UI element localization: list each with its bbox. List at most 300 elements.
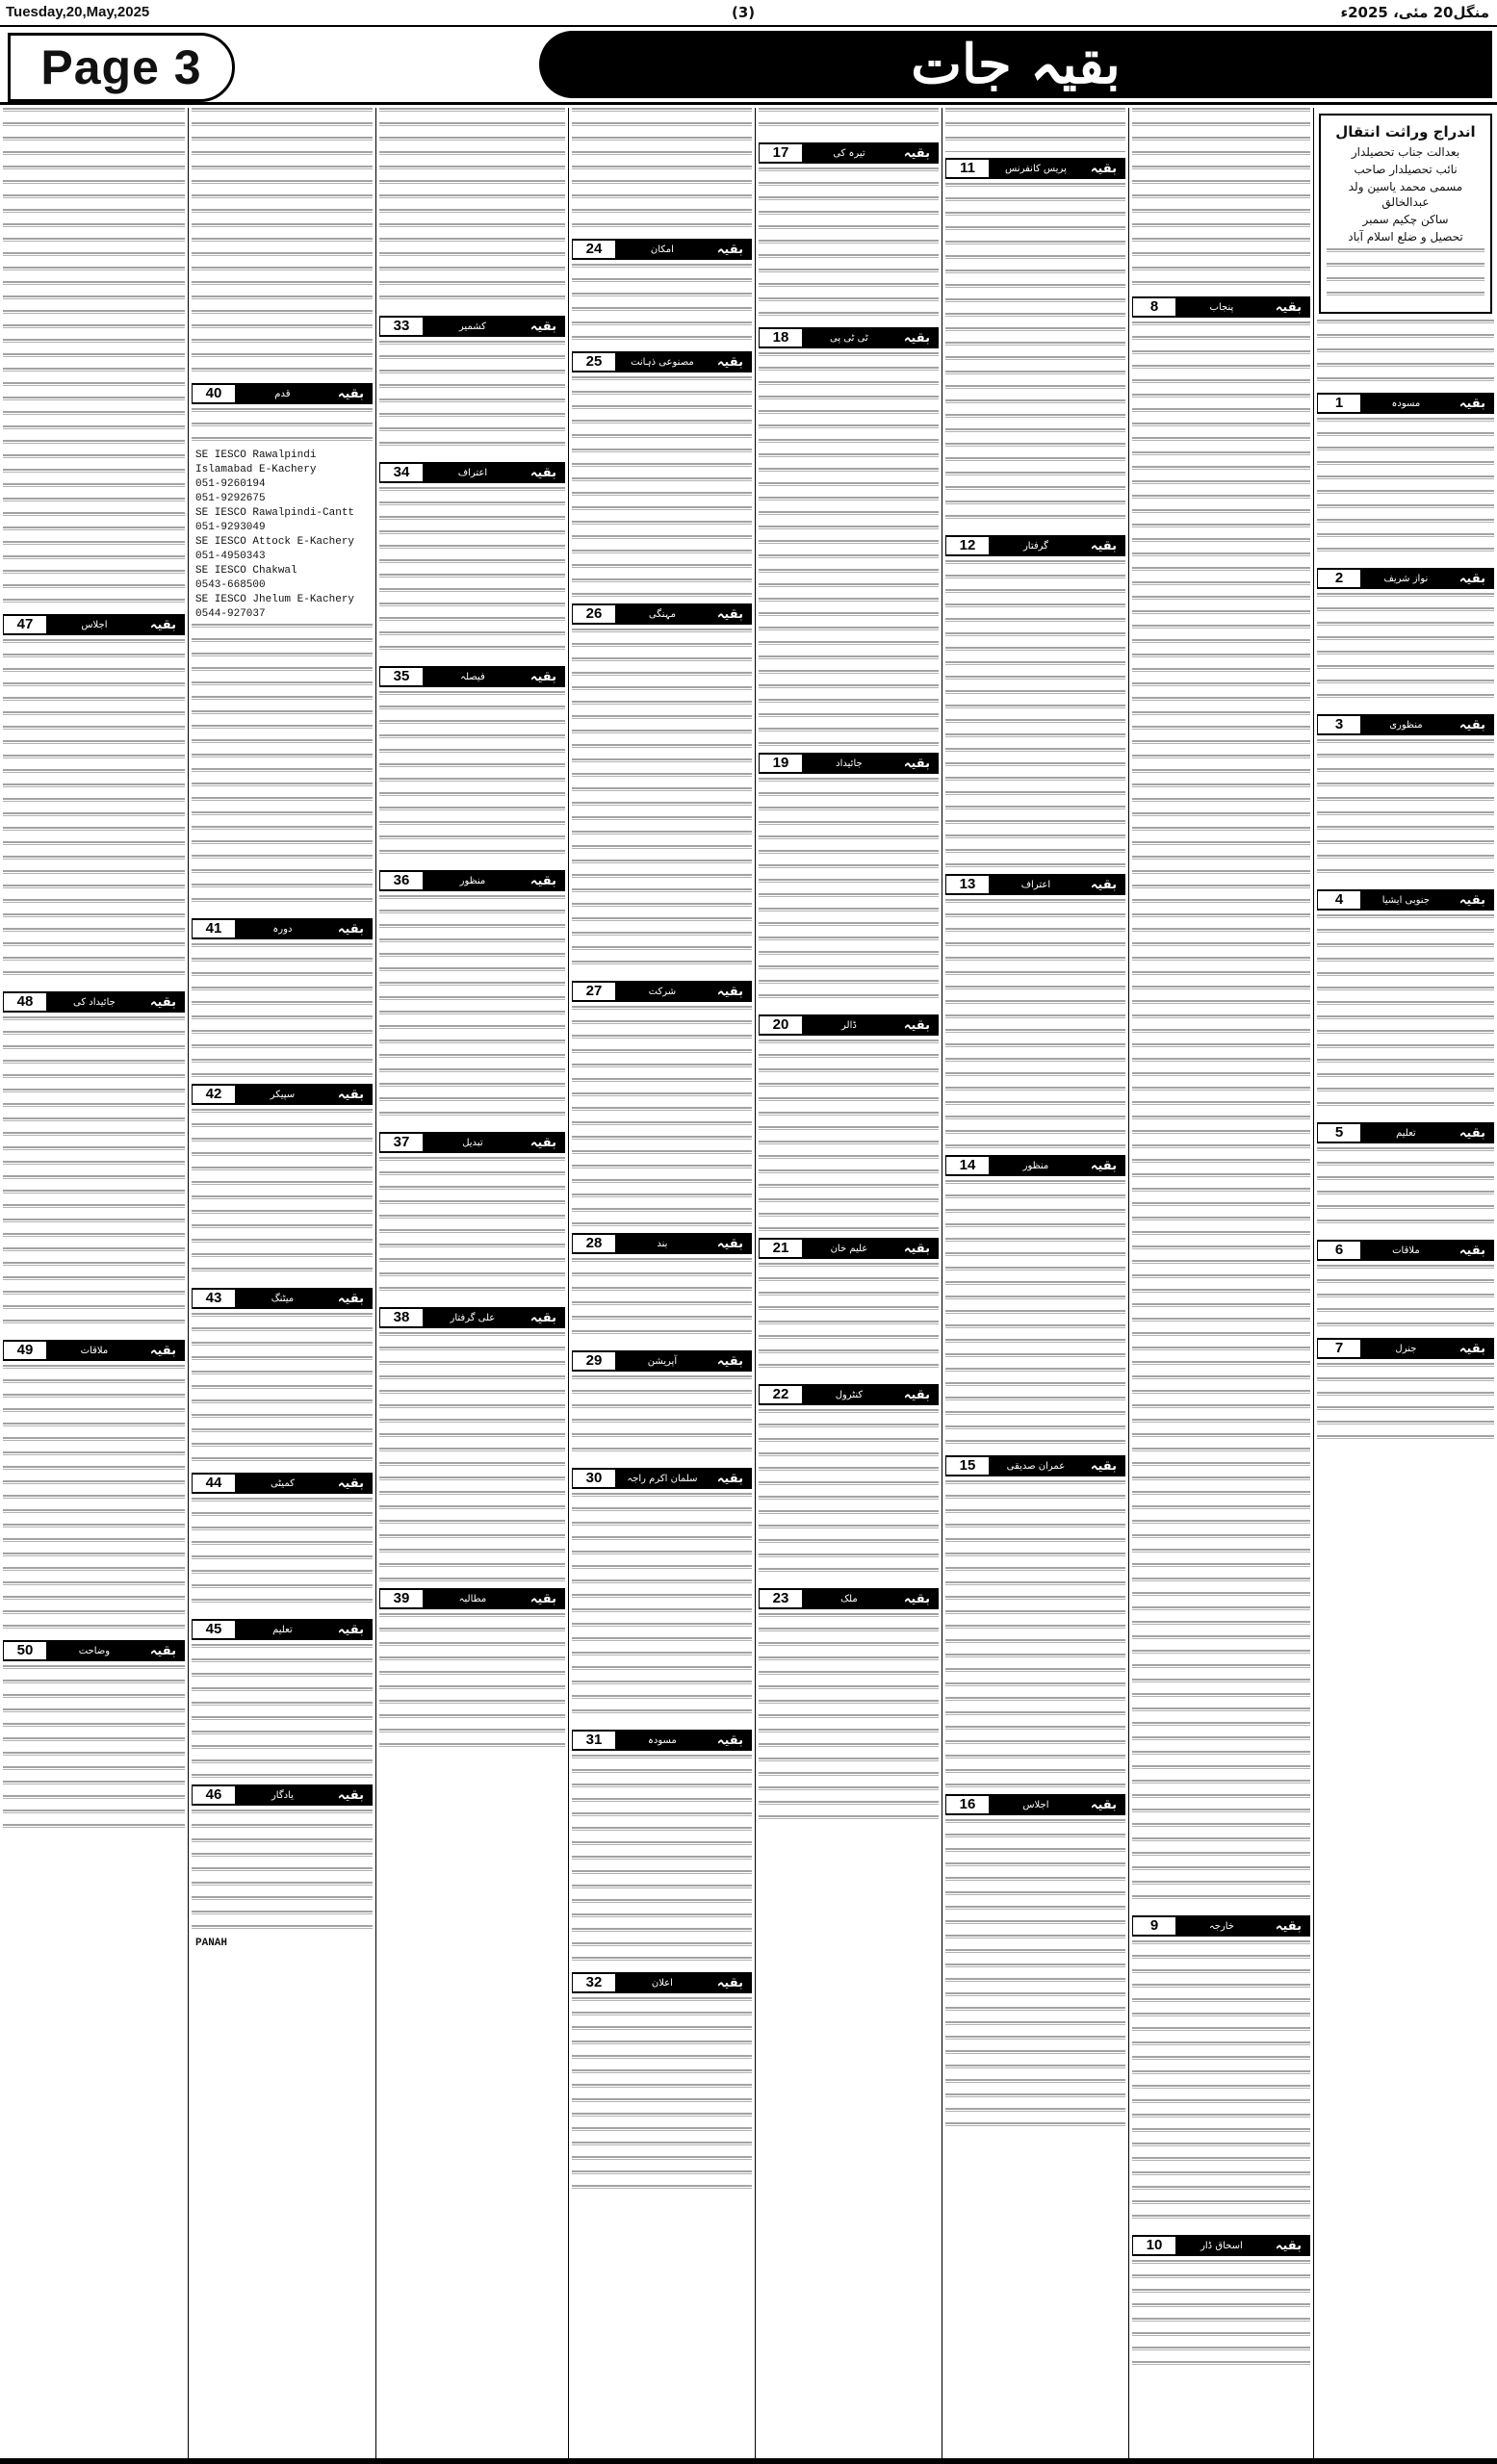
continuation-text bbox=[192, 1644, 373, 1779]
continuation-topic: پریس کانفرنس bbox=[1005, 163, 1067, 174]
continuation-heading bbox=[379, 1307, 565, 1328]
continuation-heading bbox=[945, 535, 1125, 556]
continuation-heading bbox=[759, 1238, 939, 1259]
continuation-topic: ملاقات bbox=[1392, 1245, 1420, 1256]
continuation-heading bbox=[379, 1132, 565, 1153]
article-text bbox=[3, 108, 185, 608]
continuation-topic: اسحاق ڈار bbox=[1200, 2240, 1243, 2251]
continuation-heading bbox=[3, 1340, 185, 1361]
continuation-number: 3 bbox=[1318, 716, 1360, 733]
continuation-heading bbox=[572, 1350, 752, 1372]
continuation-topic: علی گرفتار bbox=[450, 1312, 496, 1323]
article-text bbox=[379, 108, 565, 310]
continuation-number: 38 bbox=[380, 1309, 423, 1326]
continuation-topic: شرکت bbox=[648, 986, 677, 997]
continuation-number: 18 bbox=[760, 329, 802, 346]
continuation-label: بقیہ bbox=[903, 1241, 930, 1256]
continuation-topic: امکان bbox=[650, 244, 674, 255]
continuation-text bbox=[945, 183, 1125, 529]
column-6 bbox=[375, 108, 568, 2464]
continuation-text bbox=[1317, 914, 1494, 1116]
continuation-number: 50 bbox=[4, 1642, 46, 1659]
continuation-number: 35 bbox=[380, 668, 423, 685]
page-badge-label: Page 3 bbox=[40, 40, 202, 94]
continuation-text bbox=[1132, 2260, 1310, 2375]
continuation-number: 1 bbox=[1318, 395, 1360, 412]
continuation-text bbox=[1132, 1940, 1310, 2229]
continuation-label: بقیہ bbox=[1458, 396, 1485, 411]
continuation-topic: منظور bbox=[1022, 1160, 1049, 1171]
iesco-contact-line: SE IESCO Attock E-Kachery bbox=[195, 536, 355, 548]
continuation-topic: تعلیم bbox=[1396, 1127, 1416, 1139]
iesco-contact-line: 051-9293049 bbox=[195, 522, 266, 533]
continuation-heading bbox=[572, 1233, 752, 1254]
bottom-rule bbox=[0, 2458, 1497, 2464]
continuation-heading bbox=[945, 874, 1125, 895]
continuation-heading bbox=[379, 462, 565, 483]
continuation-number: 11 bbox=[946, 160, 989, 177]
continuation-label: بقیہ bbox=[149, 1343, 176, 1358]
continuation-label: بقیہ bbox=[529, 873, 556, 888]
continuation-number: 41 bbox=[193, 920, 235, 937]
continuation-topic: منظوری bbox=[1389, 719, 1423, 731]
continuation-text bbox=[192, 1498, 373, 1613]
iesco-contact-line: 051-9260194 bbox=[195, 478, 266, 490]
continuation-label: بقیہ bbox=[337, 1291, 364, 1306]
continuation-label: بقیہ bbox=[1458, 892, 1485, 908]
continuation-number: 19 bbox=[760, 755, 802, 772]
continuation-topic: قدم bbox=[274, 388, 291, 399]
continuation-text bbox=[759, 352, 939, 747]
continuation-number: 10 bbox=[1133, 2237, 1175, 2254]
continuation-topic: جائیداد کی bbox=[73, 996, 116, 1008]
continuation-number: 28 bbox=[573, 1235, 615, 1252]
continuation-label: بقیہ bbox=[903, 756, 930, 771]
iesco-contact-line: SE IESCO Rawalpindi-Cantt bbox=[195, 507, 355, 519]
continuation-heading bbox=[945, 1155, 1125, 1176]
column-3 bbox=[942, 108, 1128, 2464]
continuation-label: بقیہ bbox=[716, 242, 743, 257]
continuation-heading bbox=[945, 158, 1125, 179]
continuation-heading bbox=[192, 1784, 373, 1806]
continuation-text bbox=[572, 629, 752, 975]
continuation-text bbox=[572, 1755, 752, 1966]
continuation-heading bbox=[759, 753, 939, 774]
continuation-heading bbox=[379, 1588, 565, 1609]
continuation-label: بقیہ bbox=[716, 606, 743, 622]
continuation-topic: ٹی ٹی پی bbox=[830, 332, 868, 344]
continuation-number: 5 bbox=[1318, 1124, 1360, 1142]
continuation-label: بقیہ bbox=[1275, 2238, 1302, 2253]
continuation-label: بقیہ bbox=[716, 1236, 743, 1251]
ad-line-2: نائب تحصیلدار صاحب bbox=[1354, 163, 1458, 176]
continuation-number: 4 bbox=[1318, 891, 1360, 909]
continuation-heading bbox=[3, 1640, 185, 1661]
continuation-number: 31 bbox=[573, 1732, 615, 1749]
continuation-heading bbox=[1132, 2235, 1310, 2256]
continuation-number: 44 bbox=[193, 1475, 235, 1492]
page-number-top: (3) bbox=[732, 4, 756, 21]
continuation-text bbox=[572, 264, 752, 346]
continuation-topic: میٹنگ bbox=[271, 1293, 295, 1304]
continuation-number: 26 bbox=[573, 605, 615, 623]
iesco-contact-line: SE IESCO Jhelum E-Kachery bbox=[195, 594, 355, 605]
column-8 bbox=[0, 108, 188, 2464]
continuation-topic: یادگار bbox=[271, 1789, 294, 1801]
continuation-number: 24 bbox=[573, 241, 615, 258]
continuation-text bbox=[759, 1263, 939, 1378]
date-english: Tuesday,20,May,2025 bbox=[6, 4, 150, 20]
continuation-text bbox=[759, 1409, 939, 1582]
continuation-topic: کمیٹی bbox=[270, 1477, 295, 1489]
masthead bbox=[0, 27, 1497, 105]
continuation-topic: مسودہ bbox=[1391, 398, 1421, 409]
continuation-label: بقیہ bbox=[1090, 161, 1117, 176]
continuation-number: 21 bbox=[760, 1240, 802, 1257]
iesco-contact-list bbox=[192, 447, 373, 624]
continuation-text bbox=[192, 1313, 373, 1467]
continuation-number: 46 bbox=[193, 1786, 235, 1804]
article-text bbox=[1317, 320, 1494, 387]
continuation-topic: اعتراف bbox=[457, 467, 488, 478]
continuation-topic: فیصلہ bbox=[460, 671, 485, 682]
column-4 bbox=[755, 108, 942, 2464]
continuation-label: بقیہ bbox=[529, 465, 556, 480]
continuation-number: 27 bbox=[573, 983, 615, 1000]
continuation-heading bbox=[192, 383, 373, 404]
continuation-label: بقیہ bbox=[337, 1787, 364, 1803]
continuation-number: 14 bbox=[946, 1157, 989, 1174]
iesco-contact-line: SE IESCO Rawalpindi bbox=[195, 449, 317, 461]
top-strip bbox=[0, 0, 1497, 27]
continuation-number: 39 bbox=[380, 1590, 423, 1607]
ad-body-text bbox=[1327, 248, 1484, 306]
continuation-number: 48 bbox=[4, 993, 46, 1011]
continuation-text bbox=[379, 895, 565, 1126]
continuation-topic: منظور bbox=[459, 875, 486, 886]
continuation-text bbox=[945, 1480, 1125, 1788]
ad-line-4: ساکن چکیم سمبر bbox=[1362, 213, 1449, 226]
article-text bbox=[1132, 108, 1310, 291]
continuation-label: بقیہ bbox=[149, 617, 176, 632]
continuation-number: 13 bbox=[946, 876, 989, 893]
continuation-label: بقیہ bbox=[149, 994, 176, 1010]
continuation-topic: تیرہ کی bbox=[833, 147, 865, 159]
continuation-label: بقیہ bbox=[716, 1975, 743, 1990]
continuation-label: بقیہ bbox=[716, 1471, 743, 1486]
continuation-topic: ملک bbox=[840, 1593, 858, 1604]
continuation-heading bbox=[945, 1794, 1125, 1815]
article-text bbox=[572, 108, 752, 233]
continuation-heading bbox=[192, 1473, 373, 1494]
continuation-label: بقیہ bbox=[1458, 1125, 1485, 1141]
continuation-label: بقیہ bbox=[1090, 1158, 1117, 1173]
continuation-heading bbox=[1317, 393, 1494, 414]
continuation-label: بقیہ bbox=[1275, 299, 1302, 315]
continuation-topic: مہنگی bbox=[648, 608, 676, 620]
continuation-text bbox=[379, 341, 565, 456]
continuation-label: بقیہ bbox=[1275, 1918, 1302, 1934]
continuation-number: 2 bbox=[1318, 570, 1360, 587]
continuation-heading bbox=[1132, 1915, 1310, 1937]
continuation-heading bbox=[572, 603, 752, 625]
continuation-topic: تعلیم bbox=[272, 1624, 293, 1635]
continuation-heading bbox=[572, 1730, 752, 1751]
continuation-topic: علیم خان bbox=[830, 1243, 868, 1254]
continuation-label: بقیہ bbox=[903, 1387, 930, 1402]
continuation-text bbox=[379, 1157, 565, 1301]
continuation-label: بقیہ bbox=[529, 1591, 556, 1606]
continuation-heading bbox=[572, 981, 752, 1002]
continuation-label: بقیہ bbox=[1458, 1341, 1485, 1356]
continuation-label: بقیہ bbox=[529, 319, 556, 334]
continuation-topic: جائیداد bbox=[836, 757, 863, 769]
continuation-topic: تبدیل bbox=[462, 1137, 483, 1148]
continuation-text bbox=[192, 624, 373, 912]
continuation-number: 16 bbox=[946, 1796, 989, 1813]
continuation-text bbox=[572, 1493, 752, 1724]
continuation-heading bbox=[1132, 296, 1310, 318]
continuation-label: بقیہ bbox=[1090, 877, 1117, 892]
continuation-text bbox=[1317, 1147, 1494, 1234]
continuation-heading bbox=[1317, 889, 1494, 911]
continuation-text bbox=[945, 560, 1125, 868]
column-7 bbox=[188, 108, 375, 2464]
continuation-label: بقیہ bbox=[1090, 538, 1117, 553]
inheritance-notice-ad bbox=[1319, 114, 1492, 314]
continuation-number: 25 bbox=[573, 353, 615, 371]
continuation-text bbox=[379, 487, 565, 660]
continuation-text bbox=[379, 1332, 565, 1582]
continuation-heading bbox=[572, 351, 752, 372]
continuation-label: بقیہ bbox=[337, 1622, 364, 1637]
continuation-text bbox=[1317, 1363, 1494, 1440]
continuation-heading bbox=[945, 1455, 1125, 1476]
continuation-heading bbox=[1317, 714, 1494, 735]
continuation-text bbox=[759, 167, 939, 321]
continuation-topic: گرفتار bbox=[1022, 540, 1048, 552]
continuation-heading bbox=[192, 1084, 373, 1105]
continuation-label: بقیہ bbox=[1090, 1797, 1117, 1812]
continuation-topic: مسودہ bbox=[648, 1734, 677, 1746]
continuation-label: بقیہ bbox=[903, 1017, 930, 1033]
continuation-text bbox=[379, 691, 565, 864]
continuation-label: بقیہ bbox=[1458, 571, 1485, 586]
continuation-text bbox=[3, 639, 185, 986]
continuation-number: 20 bbox=[760, 1016, 802, 1034]
continuation-number: 49 bbox=[4, 1342, 46, 1359]
continuation-text bbox=[3, 1016, 185, 1334]
continuation-topic: اعلان bbox=[651, 1977, 673, 1989]
continuation-text bbox=[3, 1665, 185, 1838]
continuation-topic: سلمان اکرم راجہ bbox=[627, 1473, 698, 1484]
continuation-topic: اجلاس bbox=[1022, 1799, 1049, 1810]
continuation-text bbox=[1317, 739, 1494, 884]
ad-heading: اندراج وراثت انتقال bbox=[1335, 123, 1476, 141]
continuation-number: 43 bbox=[193, 1290, 235, 1307]
continuation-number: 7 bbox=[1318, 1340, 1360, 1357]
article-text bbox=[192, 408, 373, 447]
continuation-topic: وضاحت bbox=[78, 1645, 111, 1656]
continuation-heading bbox=[759, 1014, 939, 1036]
continuation-topic: ملاقات bbox=[80, 1345, 109, 1356]
iesco-contact-line: Islamabad E-Kachery bbox=[195, 464, 317, 475]
continuation-heading bbox=[1317, 1338, 1494, 1359]
continuation-topic: آپریشن bbox=[647, 1355, 678, 1367]
continuation-topic: اعتراف bbox=[1020, 879, 1051, 890]
article-text bbox=[192, 108, 373, 377]
continuation-topic: خارجہ bbox=[1208, 1920, 1234, 1932]
continuation-heading bbox=[572, 1468, 752, 1489]
continuation-text bbox=[1132, 321, 1310, 1910]
continuation-heading bbox=[3, 991, 185, 1013]
continuation-text bbox=[1317, 1265, 1494, 1332]
continuation-text bbox=[1317, 593, 1494, 708]
continuation-topic: کشمیر bbox=[458, 321, 486, 332]
article-text bbox=[945, 108, 1125, 152]
page-title: بقیہ جات bbox=[911, 33, 1121, 96]
continuation-text bbox=[759, 1040, 939, 1232]
continuation-heading bbox=[759, 142, 939, 164]
continuation-heading bbox=[379, 316, 565, 337]
continuation-heading bbox=[379, 870, 565, 891]
continuation-number: 22 bbox=[760, 1386, 802, 1403]
continuation-label: بقیہ bbox=[903, 145, 930, 161]
continuation-topic: پنجاب bbox=[1209, 301, 1234, 313]
ad-line-3: مسمی محمد یاسین ولد عبدالخالق bbox=[1348, 180, 1463, 209]
column-2 bbox=[1128, 108, 1313, 2464]
continuation-heading bbox=[192, 1288, 373, 1309]
continuation-topic: کنٹرول bbox=[835, 1389, 864, 1400]
continuation-text bbox=[1317, 418, 1494, 562]
continuation-number: 34 bbox=[380, 464, 423, 481]
continuation-text bbox=[945, 1819, 1125, 2127]
continuation-topic: جنوبی ایشیا bbox=[1381, 894, 1431, 906]
continuation-heading bbox=[192, 918, 373, 939]
page-badge bbox=[8, 33, 235, 102]
date-urdu: منگل20 مئی، 2025ء bbox=[1340, 4, 1489, 21]
continuation-label: بقیہ bbox=[529, 669, 556, 684]
continuation-label: بقیہ bbox=[529, 1310, 556, 1325]
iesco-contact-line: 0543-668500 bbox=[195, 579, 266, 591]
continuation-heading bbox=[1317, 568, 1494, 589]
column-5 bbox=[568, 108, 755, 2464]
columns-area bbox=[0, 108, 1497, 2464]
continuation-topic: سپیکر bbox=[270, 1089, 296, 1100]
continuation-text bbox=[192, 943, 373, 1078]
continuation-heading bbox=[192, 1619, 373, 1640]
continuation-topic: مصنوعی ذہانت bbox=[631, 356, 694, 368]
continuation-label: بقیہ bbox=[716, 1732, 743, 1748]
continuation-label: بقیہ bbox=[337, 1476, 364, 1491]
continuation-label: بقیہ bbox=[337, 921, 364, 937]
continuation-topic: بند bbox=[657, 1238, 668, 1249]
continuation-label: بقیہ bbox=[1458, 717, 1485, 732]
footer-label: PANAH bbox=[195, 1938, 228, 1949]
continuation-label: بقیہ bbox=[716, 1353, 743, 1369]
continuation-number: 29 bbox=[573, 1352, 615, 1370]
continuation-label: بقیہ bbox=[337, 1087, 364, 1102]
continuation-topic: جنرل bbox=[1395, 1343, 1417, 1354]
continuation-number: 40 bbox=[193, 385, 235, 402]
continuation-label: بقیہ bbox=[149, 1643, 176, 1658]
continuation-heading bbox=[572, 1972, 752, 1993]
continuation-label: بقیہ bbox=[716, 984, 743, 999]
continuation-text bbox=[945, 899, 1125, 1149]
continuation-topic: نواز شریف bbox=[1383, 573, 1429, 584]
continuation-label: بقیہ bbox=[529, 1135, 556, 1150]
continuation-number: 42 bbox=[193, 1086, 235, 1103]
continuation-text bbox=[572, 1997, 752, 2190]
continuation-label: بقیہ bbox=[903, 330, 930, 346]
ad-line-1: بعدالت جناب تحصیلدار bbox=[1351, 145, 1460, 159]
iesco-contact-line: 051-4950343 bbox=[195, 551, 266, 562]
continuation-number: 47 bbox=[4, 616, 46, 633]
continuation-heading bbox=[759, 1588, 939, 1609]
continuation-text bbox=[945, 1180, 1125, 1450]
continuation-text bbox=[192, 1810, 373, 1935]
continuation-heading bbox=[1317, 1122, 1494, 1143]
continuation-text bbox=[572, 376, 752, 598]
continuation-text bbox=[192, 1109, 373, 1282]
continuation-heading bbox=[759, 327, 939, 348]
article-text bbox=[759, 108, 939, 137]
continuation-number: 9 bbox=[1133, 1917, 1175, 1935]
continuation-topic: اجلاس bbox=[81, 619, 108, 630]
continuation-heading bbox=[572, 239, 752, 260]
continuation-heading bbox=[3, 614, 185, 635]
ad-line-5: تحصیل و ضلع اسلام آباد bbox=[1348, 230, 1463, 244]
continuation-number: 12 bbox=[946, 537, 989, 554]
iesco-contact-line: 0544-927037 bbox=[195, 608, 266, 620]
continuation-heading bbox=[1317, 1240, 1494, 1261]
continuation-topic: مطالبہ bbox=[458, 1593, 487, 1604]
continuation-topic: ڈالر bbox=[841, 1019, 857, 1031]
continuation-label: بقیہ bbox=[1090, 1458, 1117, 1474]
title-band bbox=[539, 31, 1492, 98]
continuation-label: بقیہ bbox=[716, 354, 743, 370]
continuation-label: بقیہ bbox=[903, 1591, 930, 1606]
continuation-number: 30 bbox=[573, 1470, 615, 1487]
continuation-number: 6 bbox=[1318, 1242, 1360, 1259]
column-1 bbox=[1313, 108, 1497, 2464]
continuation-text bbox=[759, 1613, 939, 1825]
continuation-heading bbox=[379, 666, 565, 687]
iesco-contact-line: 051-9292675 bbox=[195, 493, 266, 504]
continuation-topic: دورہ bbox=[272, 923, 293, 935]
continuation-label: بقیہ bbox=[1458, 1243, 1485, 1258]
iesco-contact-line: SE IESCO Chakwal bbox=[195, 565, 297, 577]
continuation-heading bbox=[759, 1384, 939, 1405]
continuation-number: 8 bbox=[1133, 298, 1175, 316]
continuation-text bbox=[572, 1258, 752, 1345]
continuation-text bbox=[3, 1365, 185, 1634]
continuation-text bbox=[379, 1613, 565, 1748]
continuation-number: 33 bbox=[380, 318, 423, 335]
continuation-text bbox=[572, 1375, 752, 1462]
continuation-number: 17 bbox=[760, 144, 802, 162]
continuation-number: 23 bbox=[760, 1590, 802, 1607]
continuation-number: 45 bbox=[193, 1621, 235, 1638]
continuation-number: 37 bbox=[380, 1134, 423, 1151]
continuation-label: بقیہ bbox=[337, 386, 364, 401]
continuation-number: 15 bbox=[946, 1457, 989, 1475]
continuation-number: 32 bbox=[573, 1974, 615, 1991]
continuation-number: 36 bbox=[380, 872, 423, 889]
continuation-topic: عمران صدیقی bbox=[1006, 1460, 1066, 1472]
continuation-text bbox=[759, 778, 939, 1009]
continuation-text bbox=[572, 1006, 752, 1227]
